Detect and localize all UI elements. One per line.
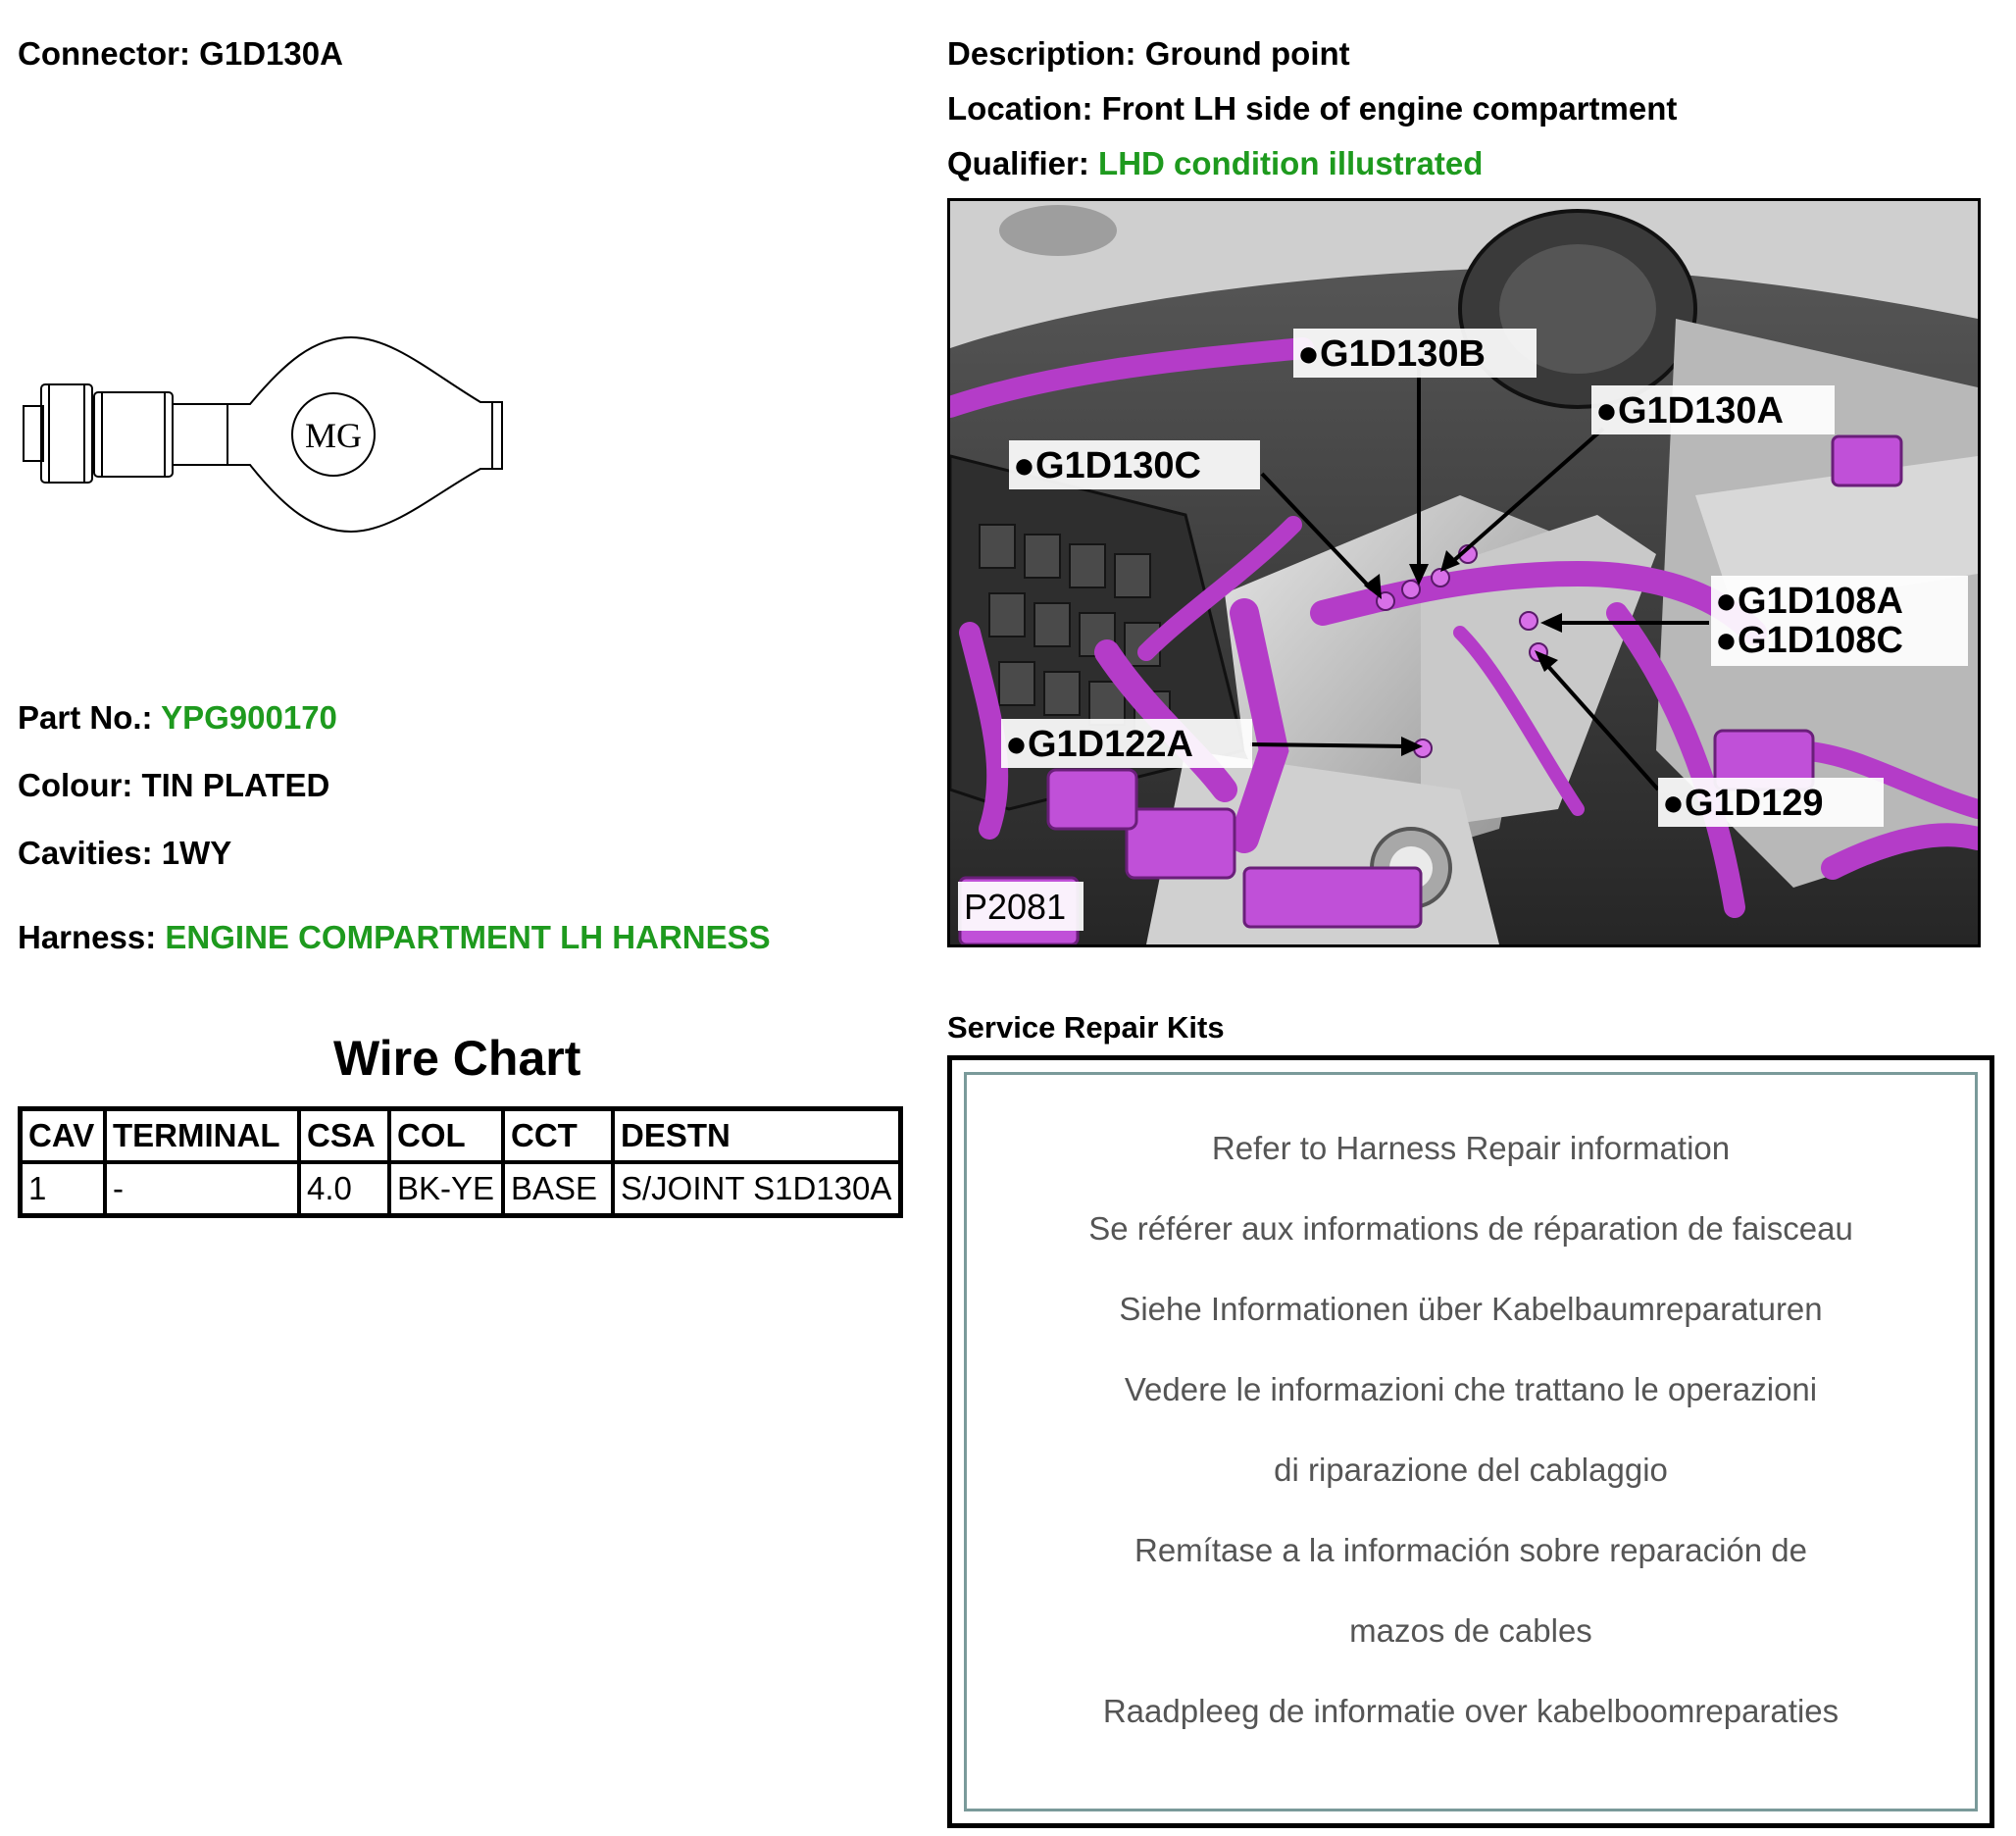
- connector-field: [18, 35, 343, 73]
- column-header-cav: CAV: [21, 1109, 106, 1163]
- connector-label: Connector:: [18, 35, 190, 72]
- table-header-row: [21, 1109, 901, 1163]
- repair-kit-line: Raadpleeg de informatie over kabelboomreparaties: [1102, 1693, 1840, 1729]
- callout-g1d122a: ●G1D122A: [1005, 724, 1193, 765]
- cell-terminal: -: [105, 1162, 299, 1216]
- description-field: [947, 35, 1350, 73]
- callout-g1d130a: ●G1D130A: [1595, 390, 1784, 432]
- cavities-field: [18, 835, 231, 872]
- part-number-link[interactable]: YPG900170: [161, 699, 337, 736]
- column-header-destn: DESTN: [613, 1109, 901, 1163]
- cavities-value: 1WY: [161, 835, 232, 871]
- terminal-logo: MG: [304, 416, 363, 455]
- photo-reference-id: P2081: [964, 887, 1067, 927]
- column-header-csa: CSA: [299, 1109, 389, 1163]
- description-value: Ground point: [1144, 35, 1350, 72]
- ring-terminal-drawing: [20, 333, 520, 549]
- cell-csa: 4.0: [299, 1162, 389, 1216]
- colour-field: [18, 767, 329, 804]
- repair-kits-box: [947, 1055, 1994, 1828]
- cell-destn: S/JOINT S1D130A: [613, 1162, 901, 1216]
- harness-link[interactable]: ENGINE COMPARTMENT LH HARNESS: [165, 919, 771, 955]
- repair-kits-title: Service Repair Kits: [947, 1010, 1225, 1045]
- qualifier-label: Qualifier:: [947, 145, 1089, 181]
- qualifier-value: LHD condition illustrated: [1098, 145, 1484, 181]
- cavities-label: Cavities:: [18, 835, 153, 871]
- column-header-cct: CCT: [503, 1109, 613, 1163]
- wire-chart-title: Wire Chart: [333, 1031, 581, 1086]
- column-header-col: COL: [389, 1109, 503, 1163]
- repair-kit-line: Se référer aux informations de réparation de faisceau: [1088, 1210, 1853, 1247]
- repair-kit-line: di riparazione del cablaggio: [1274, 1452, 1668, 1488]
- qualifier-field: [947, 145, 1483, 182]
- location-value: Front LH side of engine compartment: [1101, 90, 1678, 127]
- cell-cct: BASE: [503, 1162, 613, 1216]
- location-label: Location:: [947, 90, 1093, 127]
- cell-col: BK-YE: [389, 1162, 503, 1216]
- location-field: [947, 90, 1677, 128]
- callout-g1d130b: ●G1D130B: [1297, 333, 1486, 375]
- repair-kit-line: Siehe Informationen über Kabelbaumreparaturen: [1119, 1291, 1823, 1327]
- part-field: [18, 699, 337, 737]
- part-label: Part No.:: [18, 699, 153, 736]
- connector-value: G1D130A: [199, 35, 343, 72]
- callout-g1d108a: ●G1D108A: [1715, 581, 1903, 622]
- column-header-terminal: TERMINAL: [105, 1109, 299, 1163]
- harness-field: [18, 919, 771, 956]
- engine-compartment-photo: [947, 198, 1981, 947]
- description-label: Description:: [947, 35, 1136, 72]
- table-row: [21, 1162, 901, 1216]
- repair-kit-line: mazos de cables: [1349, 1612, 1592, 1649]
- colour-label: Colour:: [18, 767, 133, 803]
- repair-kit-line: Remítase a la información sobre reparación de: [1134, 1532, 1808, 1568]
- colour-value: TIN PLATED: [141, 767, 330, 803]
- repair-kits-inner-frame: [964, 1072, 1978, 1811]
- wire-chart-table: [18, 1106, 903, 1218]
- engine-compartment-illustration: [950, 201, 1978, 944]
- harness-label: Harness:: [18, 919, 157, 955]
- repair-kit-line: Refer to Harness Repair information: [1211, 1130, 1731, 1166]
- callout-g1d129: ●G1D129: [1662, 783, 1824, 824]
- callout-g1d108c: ●G1D108C: [1715, 620, 1903, 661]
- callout-g1d130c: ●G1D130C: [1013, 445, 1201, 486]
- cell-cav: 1: [21, 1162, 106, 1216]
- repair-kit-line: Vedere le informazioni che trattano le operazioni: [1124, 1371, 1818, 1407]
